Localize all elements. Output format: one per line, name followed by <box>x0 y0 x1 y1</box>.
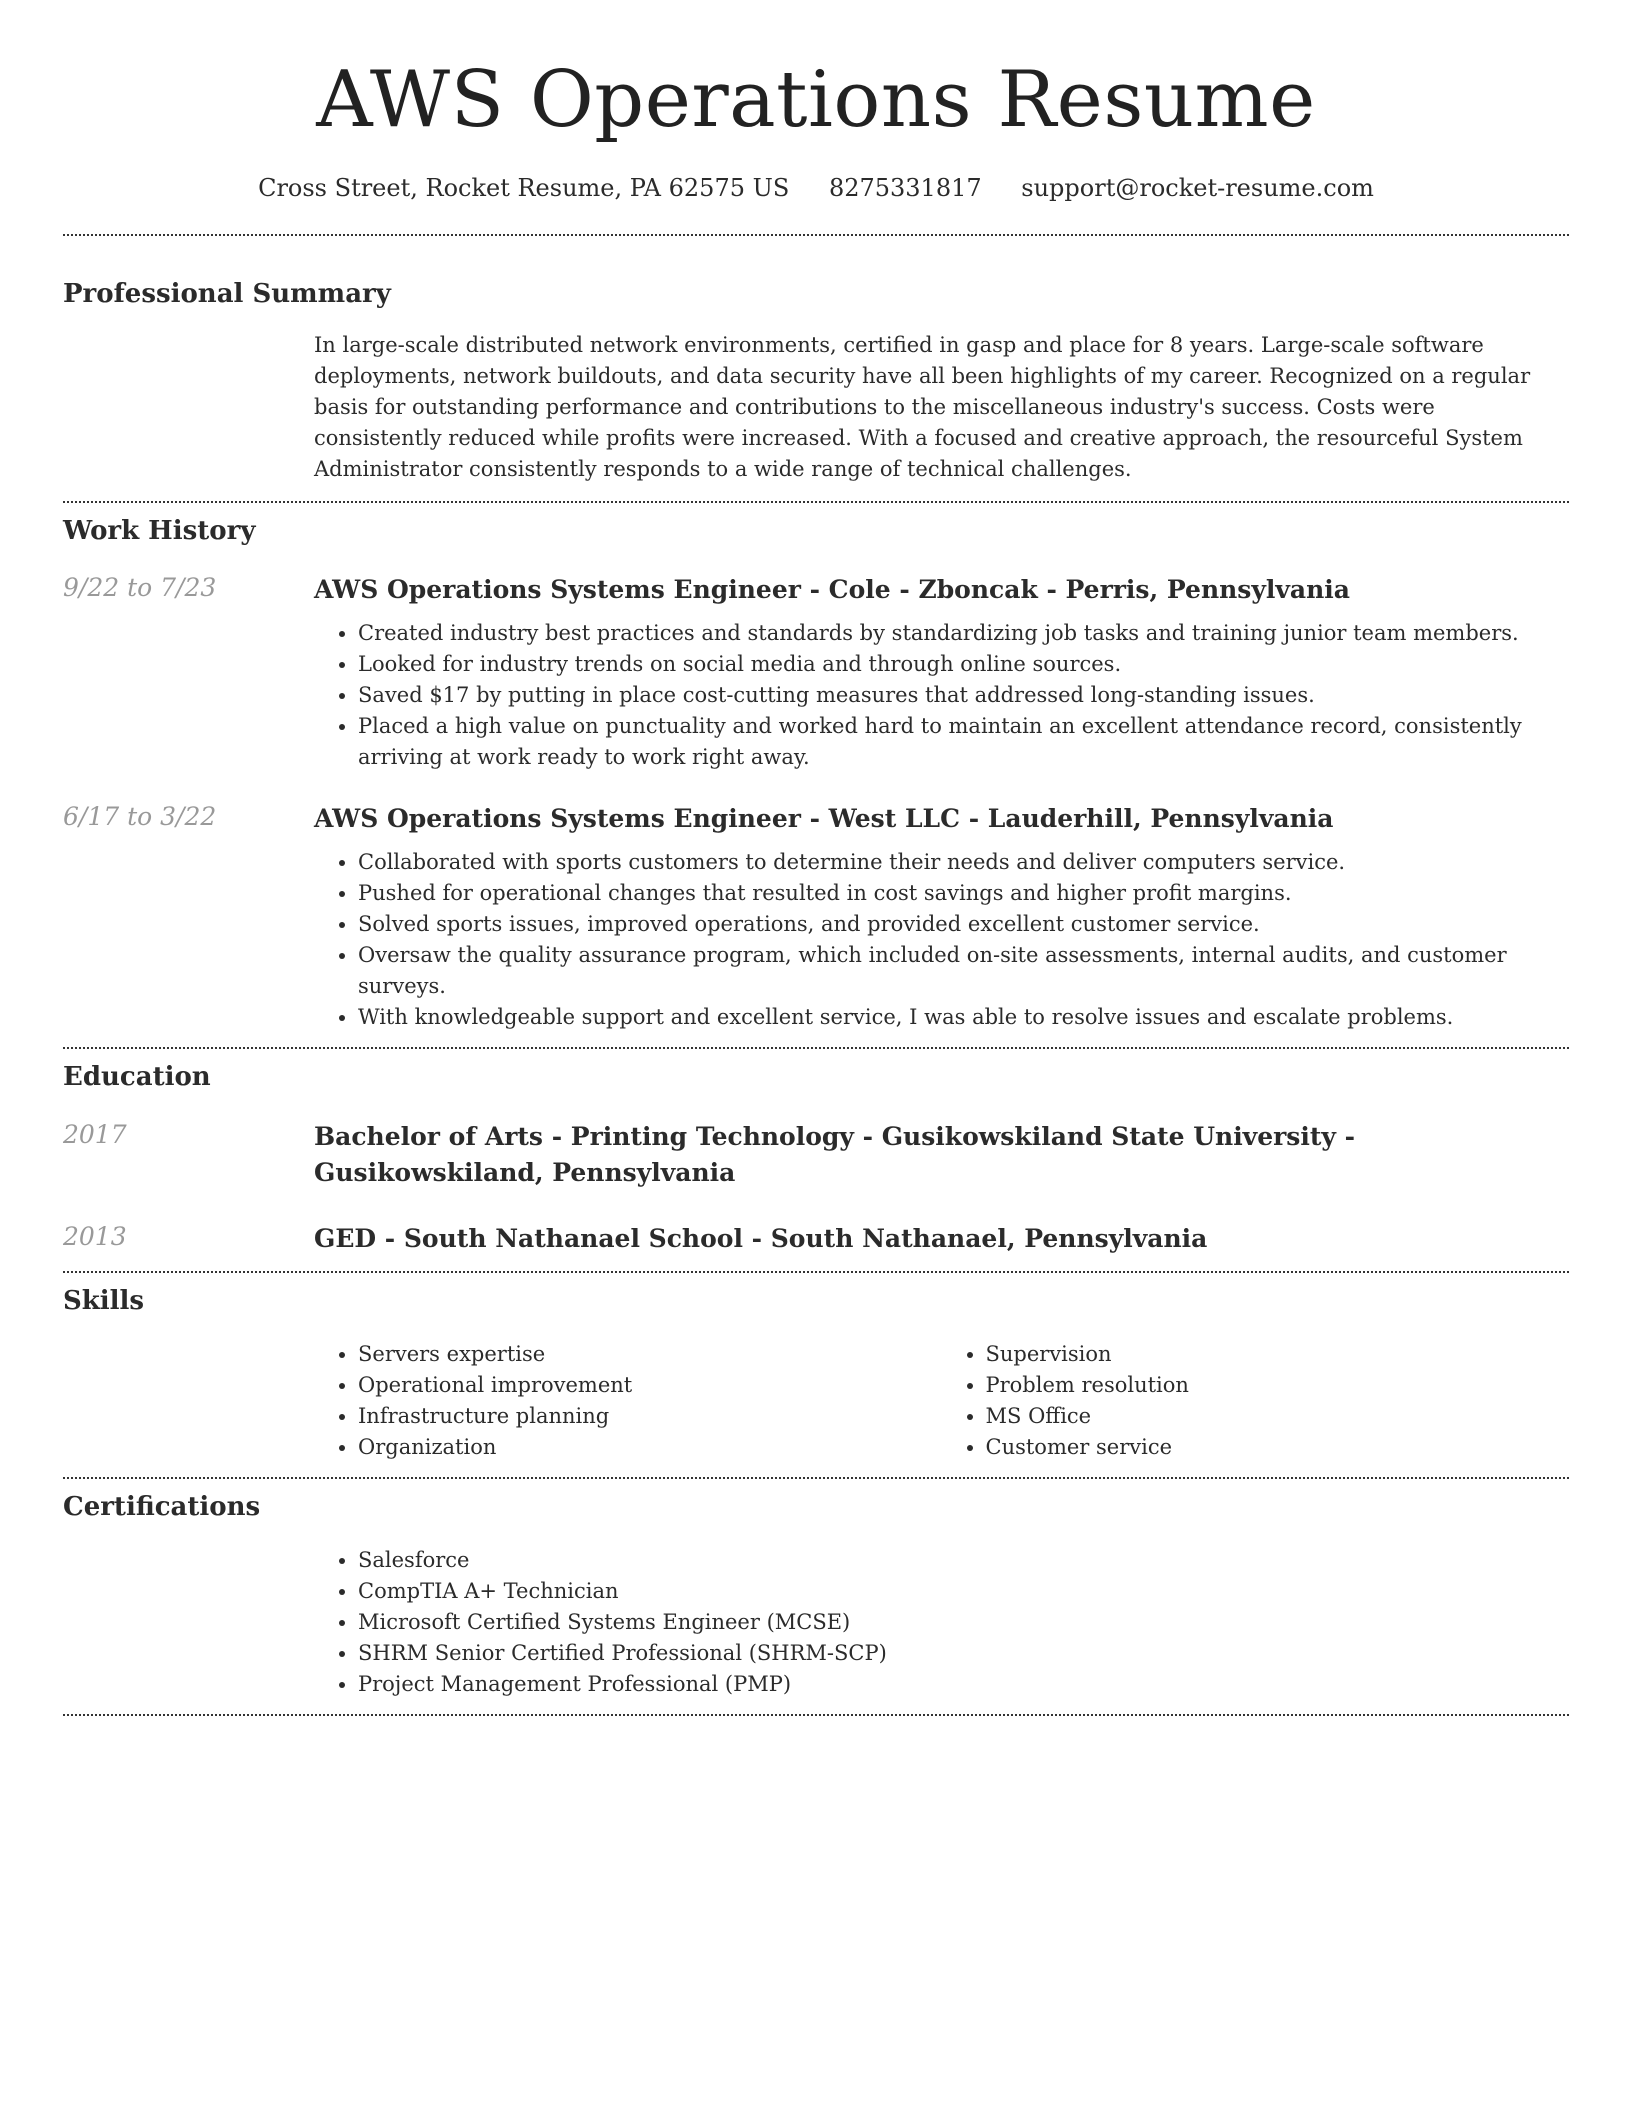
education-entry <box>63 1221 1569 1257</box>
skill-item: • Servers expertise <box>358 1339 942 1370</box>
job-entry <box>63 572 1569 773</box>
summary-text: In large-scale distributed network environments, certified in gasp and place for 8 years. Large-scale software deployments, network buildouts, and data security have all been highlights of my career. Recognized on a regular basis for outstanding performance and contributions to the miscellaneous industry's success. Costs were consistently reduced while profits were increased. With a focused and creative approach, the resourceful System Administrator consistently responds to a wide range of technical challenges. <box>314 333 1531 481</box>
summary-section <box>63 278 1569 485</box>
job-bullet: • Created industry best practices and standards by standardizing job tasks and training junior team members. <box>358 618 1569 649</box>
skills-column-1 <box>314 1339 942 1463</box>
certification-item: • Project Management Professional (PMP) <box>358 1669 1569 1700</box>
section-divider <box>63 234 1569 236</box>
job-title: AWS Operations Systems Engineer - West LLC - Lauderhill, Pennsylvania <box>314 804 1334 833</box>
certification-item: • SHRM Senior Certified Professional (SHRM-SCP) <box>358 1638 1569 1669</box>
section-divider <box>63 501 1569 503</box>
skill-item: • Problem resolution <box>986 1370 1570 1401</box>
contact-phone: 8275331817 <box>828 174 982 202</box>
job-bullets <box>314 618 1569 773</box>
job-bullet: • Looked for industry trends on social media and through online sources. <box>358 649 1569 680</box>
job-entry <box>63 801 1569 1033</box>
job-dates: 6/17 to 3/22 <box>63 802 217 831</box>
education-detail: Bachelor of Arts - Printing Technology - Gusikowskiland State University - Gusikowskiland, Pennsylvania <box>314 1122 1356 1187</box>
job-bullet: • Placed a high value on punctuality and worked hard to maintain an excellent attendance record, consistently arriving at work ready to work right away. <box>358 711 1569 773</box>
job-bullet: • With knowledgeable support and excellent service, I was able to resolve issues and escalate problems. <box>358 1002 1569 1033</box>
education-entry <box>63 1119 1569 1191</box>
education-year: 2017 <box>63 1120 127 1149</box>
skill-item: • Operational improvement <box>358 1370 942 1401</box>
job-bullet: • Saved $17 by putting in place cost-cutting measures that addressed long-standing issues. <box>358 680 1569 711</box>
job-bullet: • Oversaw the quality assurance program, which included on-site assessments, internal audits, and customer surveys. <box>358 940 1569 1002</box>
section-divider <box>63 1714 1569 1716</box>
education-detail: GED - South Nathanael School - South Nathanael, Pennsylvania <box>314 1224 1208 1253</box>
skill-item: • Organization <box>358 1432 942 1463</box>
section-title-education: Education <box>63 1062 211 1092</box>
skills-section <box>63 1285 1569 1463</box>
skill-item: • Customer service <box>986 1432 1570 1463</box>
certifications-list <box>314 1545 1569 1700</box>
skill-item: • Infrastructure planning <box>358 1401 942 1432</box>
work-history-section <box>63 515 1569 1033</box>
skill-item: • Supervision <box>986 1339 1570 1370</box>
section-title-certifications: Certifications <box>63 1492 261 1522</box>
certification-item: • Microsoft Certified Systems Engineer (MCSE) <box>358 1607 1569 1638</box>
section-title-work: Work History <box>63 516 256 546</box>
education-year: 2013 <box>63 1222 127 1251</box>
job-bullet: • Pushed for operational changes that resulted in cost savings and higher profit margins. <box>358 878 1569 909</box>
skill-item: • MS Office <box>986 1401 1570 1432</box>
section-divider <box>63 1271 1569 1273</box>
job-title: AWS Operations Systems Engineer - Cole - Zboncak - Perris, Pennsylvania <box>314 575 1350 604</box>
job-bullet: • Solved sports issues, improved operations, and provided excellent customer service. <box>358 909 1569 940</box>
certification-item: • Salesforce <box>358 1545 1569 1576</box>
section-title-summary: Professional Summary <box>63 279 391 309</box>
section-divider <box>63 1047 1569 1049</box>
job-bullets <box>314 847 1569 1033</box>
job-bullet: • Collaborated with sports customers to determine their needs and deliver computers service. <box>358 847 1569 878</box>
certifications-row <box>63 1545 1569 1700</box>
certifications-section <box>63 1491 1569 1700</box>
job-dates: 9/22 to 7/23 <box>63 573 217 602</box>
resume-header <box>63 0 1569 204</box>
skills-column-2 <box>942 1339 1570 1463</box>
summary-row <box>63 330 1569 485</box>
skills-row <box>63 1339 1569 1463</box>
section-title-skills: Skills <box>63 1286 145 1316</box>
contact-email: support@rocket-resume.com <box>1021 174 1374 202</box>
section-divider <box>63 1477 1569 1479</box>
education-section <box>63 1061 1569 1257</box>
contact-line <box>63 172 1569 204</box>
skills-grid <box>314 1339 1569 1463</box>
resume-name: AWS Operations Resume <box>316 55 1316 145</box>
contact-address: Cross Street, Rocket Resume, PA 62575 US <box>258 174 790 202</box>
certification-item: • CompTIA A+ Technician <box>358 1576 1569 1607</box>
